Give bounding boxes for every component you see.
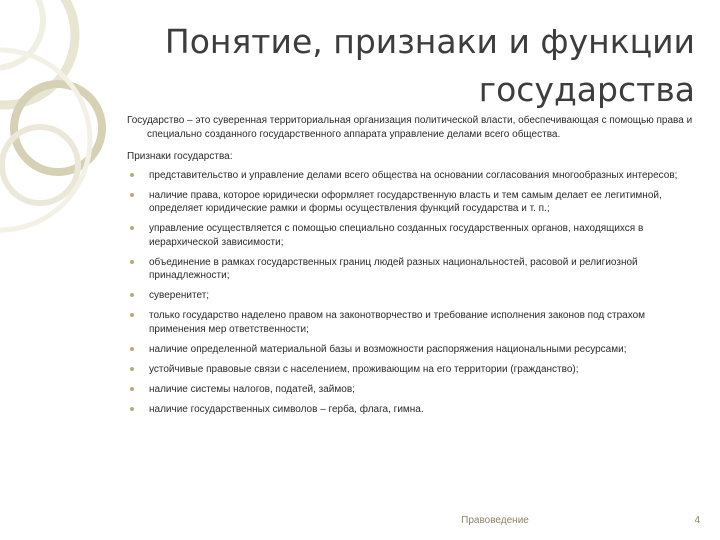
list-item-text: наличие права, которое юридически оформляет государственную власть и тем самым делает ее легитимной, определяет юридические рамки и формы осуществления функций государства и т. п.;: [149, 189, 662, 215]
list-item-text: объединение в рамках государственных границ людей разных национальностей, расовой и религиозной принадлежности;: [149, 256, 638, 282]
page-number: 4: [694, 515, 700, 526]
list-item-text: устойчивые правовые связи с населением, проживающим на его территории (гражданство);: [149, 364, 579, 376]
bullet-icon: [130, 193, 134, 197]
footer-label: Правоведение: [461, 515, 529, 526]
features-heading: Признаки государства:: [127, 151, 233, 162]
bullet-icon: [130, 226, 134, 230]
list-item-text: наличие государственных символов – герба, флага, гимна.: [149, 404, 424, 416]
list-item: [127, 403, 695, 417]
list-item-text: представительство и управление делами всего общества на основании согласования многообразных интересов;: [149, 169, 678, 181]
title-line-1: Понятие, признаки и функции: [164, 22, 695, 61]
bullet-icon: [130, 260, 134, 264]
list-item: [127, 289, 695, 303]
list-item: [127, 309, 695, 336]
list-item: [127, 383, 695, 397]
list-item: [127, 363, 695, 377]
bullet-icon: [130, 387, 134, 391]
features-list: [127, 169, 695, 417]
title-line-2: государства: [478, 70, 695, 109]
list-item-text: наличие определенной материальной базы и возможности распоряжения национальными ресурсами;: [149, 344, 627, 356]
bullet-icon: [130, 407, 134, 411]
list-item: [127, 222, 695, 249]
list-item: [127, 189, 695, 216]
bullet-icon: [130, 173, 134, 177]
slide-body: [127, 114, 695, 423]
slide-title: [120, 18, 695, 114]
bullet-icon: [130, 367, 134, 371]
list-item-text: управление осуществляется с помощью специально созданных государственных органов, находящихся в иерархической зависимости;: [149, 223, 644, 248]
list-item: [127, 169, 695, 183]
bullet-icon: [130, 313, 134, 317]
bullet-icon: [130, 347, 134, 351]
list-item-text: наличие системы налогов, податей, займов;: [149, 384, 355, 396]
list-item-text: только государство наделено правом на законотворчество и требование исполнения законов под страхом применения мер ответственности;: [149, 310, 646, 335]
bullet-icon: [130, 293, 134, 297]
list-item: [127, 343, 695, 357]
definition-text: Государство – это суверенная территориальная организация политической власти, обеспечивающая с помощью права и специально созданного государственного аппарата управление делами всего общества.: [127, 115, 693, 140]
list-item-text: суверенитет;: [149, 290, 210, 302]
list-item: [127, 256, 695, 283]
